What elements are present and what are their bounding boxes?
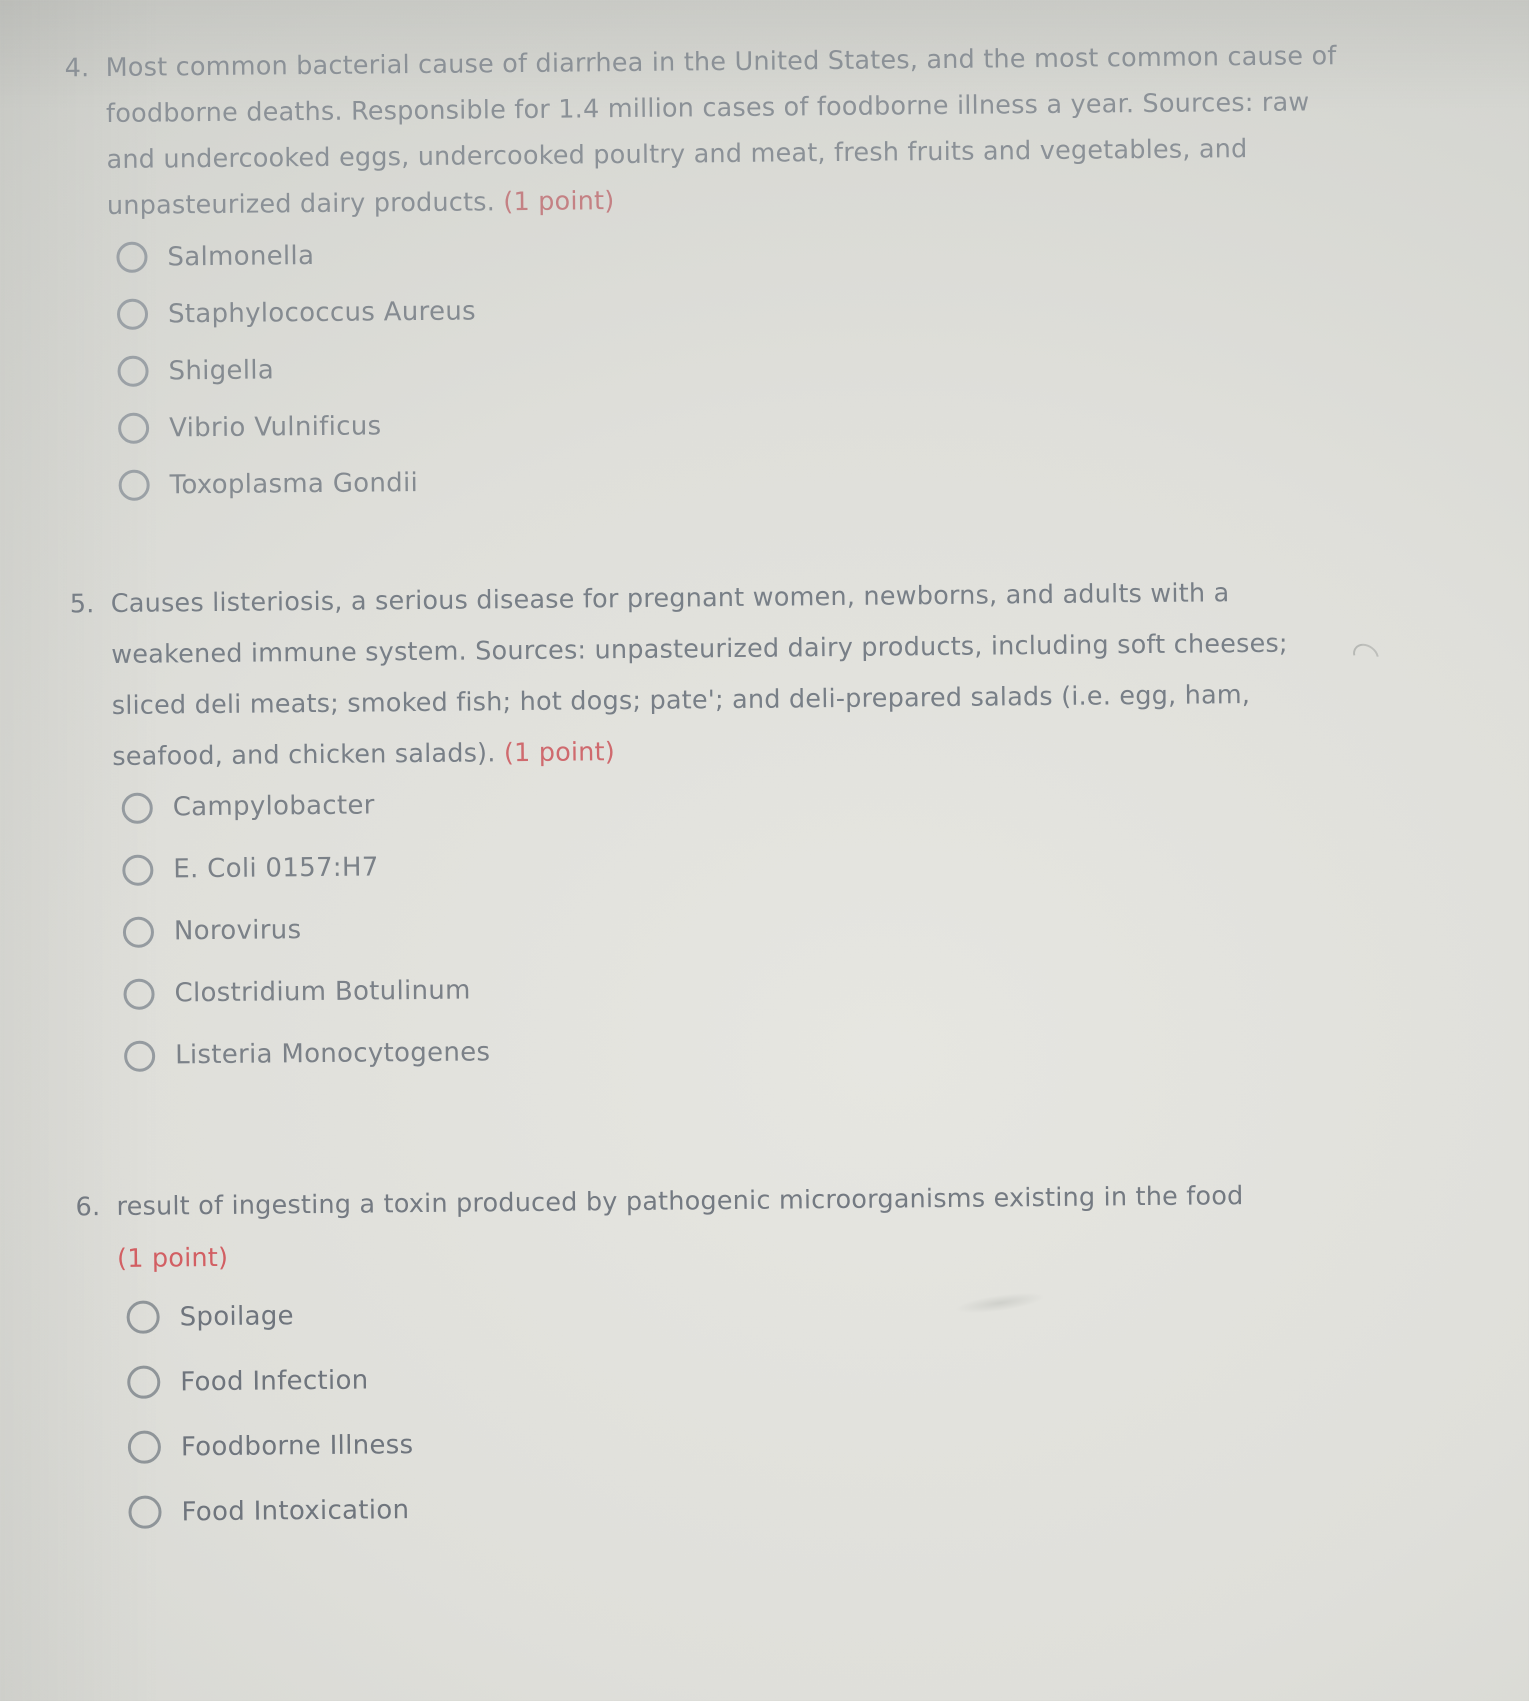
question-5: [70, 565, 1529, 1087]
option-label: E. Coli 0157:H7: [173, 852, 379, 885]
question-5-options: [71, 763, 1529, 1087]
question-6-text: [116, 1170, 1244, 1285]
radio-button-icon[interactable]: [123, 978, 154, 1009]
option-food-intoxication[interactable]: [78, 1466, 1529, 1545]
radio-button-icon[interactable]: [117, 299, 148, 330]
question-4-line-4-text: unpasteurized dairy products.: [106, 187, 496, 221]
radio-button-icon[interactable]: [117, 356, 148, 387]
question-6-points-label: (1 point): [116, 1242, 229, 1274]
question-5-line-2: weakened immune system. Sources: unpasteurized dairy products, including soft cheeses;: [111, 628, 1288, 670]
question-4: [64, 31, 1529, 514]
radio-button-icon[interactable]: [118, 413, 149, 444]
question-4-text: [105, 33, 1338, 229]
question-4-points-label: (1 point): [503, 186, 615, 218]
question-4-line-1: Most common bacterial cause of diarrhea in the United States, and the most common cause of: [105, 41, 1337, 83]
radio-button-icon[interactable]: [128, 1431, 161, 1464]
option-listeria-monocytogenes[interactable]: [74, 1011, 1529, 1087]
radio-button-icon[interactable]: [126, 1301, 159, 1334]
radio-button-icon[interactable]: [122, 854, 153, 885]
question-5-text: [111, 568, 1289, 783]
radio-button-icon[interactable]: [119, 470, 150, 501]
radio-button-icon[interactable]: [128, 1496, 161, 1529]
question-6: [75, 1167, 1529, 1545]
question-6-line-1: result of ingesting a toxin produced by pathogenic microorganisms existing in the food: [116, 1181, 1244, 1222]
option-label: Norovirus: [173, 915, 302, 947]
radio-button-icon[interactable]: [123, 916, 154, 947]
question-6-options: [76, 1271, 1529, 1545]
option-label: Foodborne Illness: [180, 1429, 414, 1462]
option-label: Toxoplasma Gondii: [169, 467, 419, 500]
question-4-options: [66, 215, 1529, 514]
question-4-number: 4.: [64, 53, 90, 84]
radio-button-icon[interactable]: [116, 242, 147, 273]
question-5-line-4-text: seafood, and chicken salads).: [112, 738, 496, 772]
option-label: Spoilage: [179, 1300, 294, 1332]
question-4-line-2: foodborne deaths. Responsible for 1.4 million cases of foodborne illness a year. Sources: raw: [105, 87, 1310, 129]
option-label: Shigella: [168, 354, 275, 386]
option-label: Staphylococcus Aureus: [167, 295, 477, 329]
question-6-line-2: [117, 1222, 1244, 1285]
question-5-points-label: (1 point): [503, 737, 616, 769]
option-label: Clostridium Botulinum: [174, 975, 471, 1009]
radio-button-icon[interactable]: [127, 1366, 160, 1399]
option-label: Listeria Monocytogenes: [174, 1037, 491, 1071]
option-label: Food Infection: [180, 1365, 369, 1397]
question-5-number: 5.: [69, 589, 95, 620]
question-6-number: 6.: [75, 1192, 101, 1223]
question-4-line-3: and undercooked eggs, undercooked poultry and meat, fresh fruits and vegetables, and: [106, 134, 1248, 175]
question-5-line-3: sliced deli meats; smoked fish; hot dogs; pate'; and deli-prepared salads (i.e. egg, ham,: [111, 680, 1251, 721]
radio-button-icon[interactable]: [124, 1040, 155, 1071]
option-label: Vibrio Vulnificus: [168, 410, 382, 443]
question-5-line-1: Causes listeriosis, a serious disease for pregnant women, newborns, and adults with a: [110, 578, 1230, 619]
option-label: Food Intoxication: [181, 1494, 410, 1527]
radio-button-icon[interactable]: [122, 792, 153, 823]
option-label: Campylobacter: [172, 790, 375, 823]
option-label: Salmonella: [167, 240, 315, 272]
